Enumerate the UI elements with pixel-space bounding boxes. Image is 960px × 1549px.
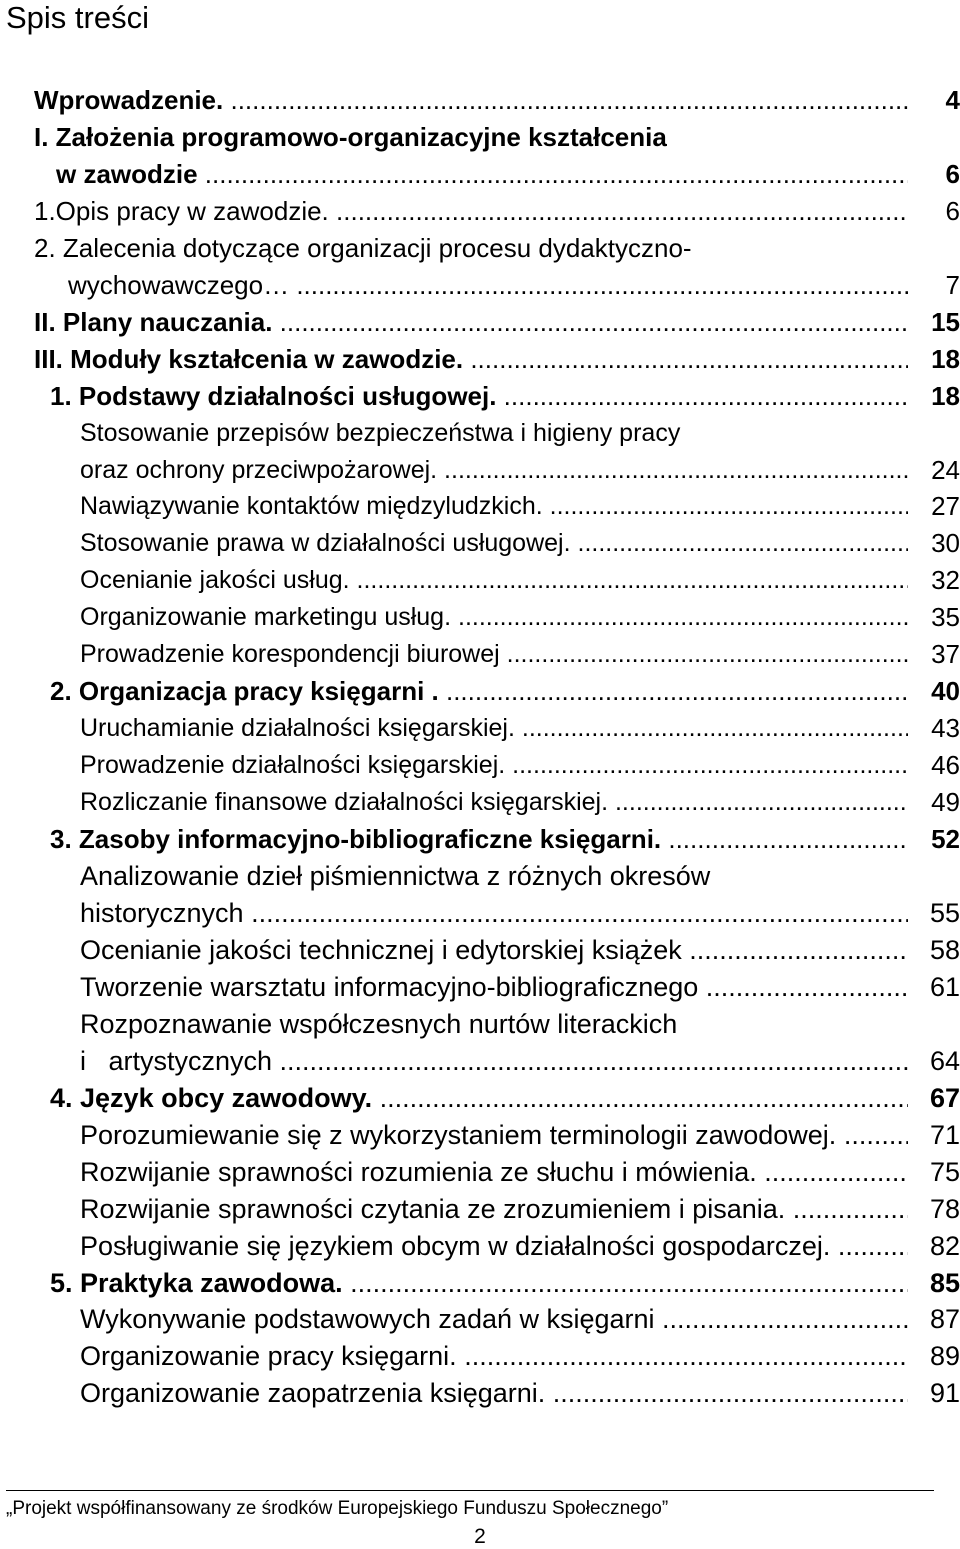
toc-entry-title: Wykonywanie podstawowych zadań w księgarni ..... (80, 1304, 908, 1334)
toc-entry-title: 1.Opis pracy w zawodzie. ..... (34, 196, 908, 226)
toc-entry[interactable] (0, 895, 960, 932)
toc-entry-page: 78 (929, 1193, 960, 1224)
toc-entry[interactable] (0, 784, 960, 821)
toc-entry[interactable] (0, 1301, 960, 1338)
toc-entry-page: 89 (929, 1341, 960, 1372)
toc-entry-title: historycznych ..... (80, 898, 908, 928)
toc-entry-title: Rozliczanie finansowe działalności księgarskiej. ..... (80, 787, 908, 817)
toc-entry[interactable] (0, 1191, 960, 1228)
toc-entry-title: Porozumiewanie się z wykorzystaniem terminologii zawodowej. ..... (80, 1120, 908, 1150)
toc-entry-page: 91 (929, 1378, 960, 1409)
toc-entry[interactable] (0, 599, 960, 636)
toc-entry-title: Stosowanie prawa w działalności usługowej. ..... (80, 528, 908, 558)
toc-entry[interactable] (0, 673, 960, 710)
toc-entry[interactable] (0, 932, 960, 969)
toc-entry-page: 67 (929, 1082, 960, 1113)
toc-entry[interactable] (0, 821, 960, 858)
toc-entry (0, 1006, 960, 1043)
toc-entry-page: 15 (931, 306, 960, 337)
toc-entry-page: 24 (931, 454, 960, 485)
toc-entry[interactable] (0, 710, 960, 747)
toc-entry-page: 18 (931, 343, 960, 374)
toc-entry-title: Posługiwanie się językiem obcym w działalności gospodarczej. ..... (80, 1231, 908, 1261)
toc-entry-page: 55 (929, 897, 960, 928)
toc-entry-title: 2. Zalecenia dotyczące organizacji procesu dydaktyczno- (34, 232, 692, 263)
footer-text: „Projekt współfinansowany ze środków Europejskiego Funduszu Społecznego” (6, 1498, 669, 1519)
page-number: 2 (474, 1525, 486, 1548)
toc-entry-title: I. Założenia programowo-organizacyjne kształcenia (34, 121, 667, 152)
toc-entry-title: Wprowadzenie. ..... (34, 85, 908, 115)
toc-entry-title: II. Plany nauczania. ..... (34, 307, 908, 337)
toc-entry[interactable] (0, 969, 960, 1006)
toc-entry-page: 6 (945, 158, 960, 189)
toc-entry-title: Prowadzenie korespondencji biurowej ..... (80, 639, 908, 669)
toc-entry (0, 119, 960, 156)
toc-entry-page: 37 (931, 639, 960, 670)
toc-entry[interactable] (0, 488, 960, 525)
toc-entry[interactable] (0, 378, 960, 415)
toc-entry[interactable] (0, 267, 960, 304)
toc-entry-page: 7 (945, 269, 960, 300)
toc-entry-page: 4 (945, 85, 960, 115)
toc-entry-title: Stosowanie przepisów bezpieczeństwa i higieny pracy (80, 418, 681, 447)
toc-entry[interactable] (0, 1338, 960, 1375)
toc-entry-page: 58 (929, 934, 960, 965)
toc-entry-page: 27 (931, 491, 960, 522)
toc-entry (0, 858, 960, 895)
toc-entry-title: Uruchamianie działalności księgarskiej. ..... (80, 713, 908, 743)
toc-entry[interactable] (0, 193, 960, 230)
toc-entry-page: 87 (929, 1304, 960, 1335)
toc-entry[interactable] (0, 82, 960, 119)
toc-entry-title: w zawodzie ..... (56, 159, 908, 189)
toc-entry[interactable] (0, 1043, 960, 1080)
toc-entry[interactable] (0, 1117, 960, 1154)
toc-entry-page: 75 (929, 1156, 960, 1187)
toc-entry-page: 71 (929, 1119, 960, 1150)
toc-entry-page: 18 (931, 380, 960, 411)
toc-entry-title: III. Moduły kształcenia w zawodzie. ..... (34, 344, 908, 374)
toc-entry-title: Ocenianie jakości usług. ..... (80, 565, 908, 595)
toc-entry-title: Rozwijanie sprawności czytania ze zrozumieniem i pisania. ..... (80, 1194, 908, 1224)
toc-entry-title: Tworzenie warsztatu informacyjno-bibliograficznego ..... (80, 972, 908, 1002)
toc-entry-page: 85 (929, 1267, 960, 1298)
toc-entry[interactable] (0, 1080, 960, 1117)
toc-entry-page: 49 (931, 787, 960, 818)
toc-entry-title: Analizowanie dzieł piśmiennictwa z różnych okresów (80, 861, 711, 892)
toc-entry-page: 40 (931, 676, 960, 707)
toc-entry[interactable] (0, 304, 960, 341)
toc-entry-title: i artystycznych ..... (80, 1046, 908, 1076)
toc-entry-page: 6 (945, 195, 960, 226)
toc-entry (0, 230, 960, 267)
toc-entry-title: 4. Język obcy zawodowy. ..... (50, 1083, 908, 1113)
toc-entry-page: 52 (931, 824, 960, 855)
toc-entry-page: 30 (931, 528, 960, 559)
toc-entry-title: Organizowanie zaopatrzenia księgarni. ..... (80, 1378, 908, 1408)
toc-entry[interactable] (0, 452, 960, 489)
toc-entry[interactable] (0, 747, 960, 784)
toc-entry-page: 35 (931, 602, 960, 633)
toc-entry-title: 1. Podstawy działalności usługowej. ..... (50, 381, 908, 411)
toc-entry[interactable] (0, 156, 960, 193)
toc-entry (0, 415, 960, 452)
toc-entry[interactable] (0, 562, 960, 599)
toc-entry-title: 5. Praktyka zawodowa. ..... (50, 1268, 908, 1298)
toc-entry-page: 64 (929, 1045, 960, 1076)
toc-entry-title: Rozwijanie sprawności rozumienia ze słuchu i mówienia. ..... (80, 1157, 908, 1187)
toc-entry-title: 2. Organizacja pracy księgarni . ..... (50, 676, 908, 706)
toc-entry-title: 3. Zasoby informacyjno-bibliograficzne księgarni. ..... (50, 824, 908, 854)
toc-entry-page: 61 (929, 971, 960, 1002)
toc-entry-title: Prowadzenie działalności księgarskiej. ..... (80, 750, 908, 780)
toc-entry[interactable] (0, 341, 960, 378)
toc-entry[interactable] (0, 525, 960, 562)
toc-entry[interactable] (0, 1154, 960, 1191)
toc-entry-title: Rozpoznawanie współczesnych nurtów literackich (80, 1008, 678, 1039)
toc-entry[interactable] (0, 636, 960, 673)
toc-entry[interactable] (0, 1265, 960, 1302)
toc-entry[interactable] (0, 1375, 960, 1412)
toc-entry-title: Ocenianie jakości technicznej i edytorskiej książek ..... (80, 935, 908, 965)
table-of-contents (0, 82, 960, 1412)
toc-entry-title: oraz ochrony przeciwpożarowej. ..... (80, 455, 908, 485)
toc-entry-title: Organizowanie marketingu usług. ..... (80, 602, 908, 632)
toc-entry-page: 32 (931, 565, 960, 596)
toc-entry-page: 82 (929, 1230, 960, 1261)
toc-entry-page: 46 (931, 750, 960, 781)
toc-entry[interactable] (0, 1228, 960, 1265)
toc-entry-title: Nawiązywanie kontaktów międzyludzkich. ..... (80, 491, 908, 521)
footer-divider (6, 1490, 934, 1491)
toc-entry-title: Organizowanie pracy księgarni. ..... (80, 1341, 908, 1371)
toc-entry-page: 43 (931, 713, 960, 744)
toc-entry-title: wychowawczego… ..... (68, 270, 908, 300)
page-title: Spis treści (6, 0, 149, 35)
